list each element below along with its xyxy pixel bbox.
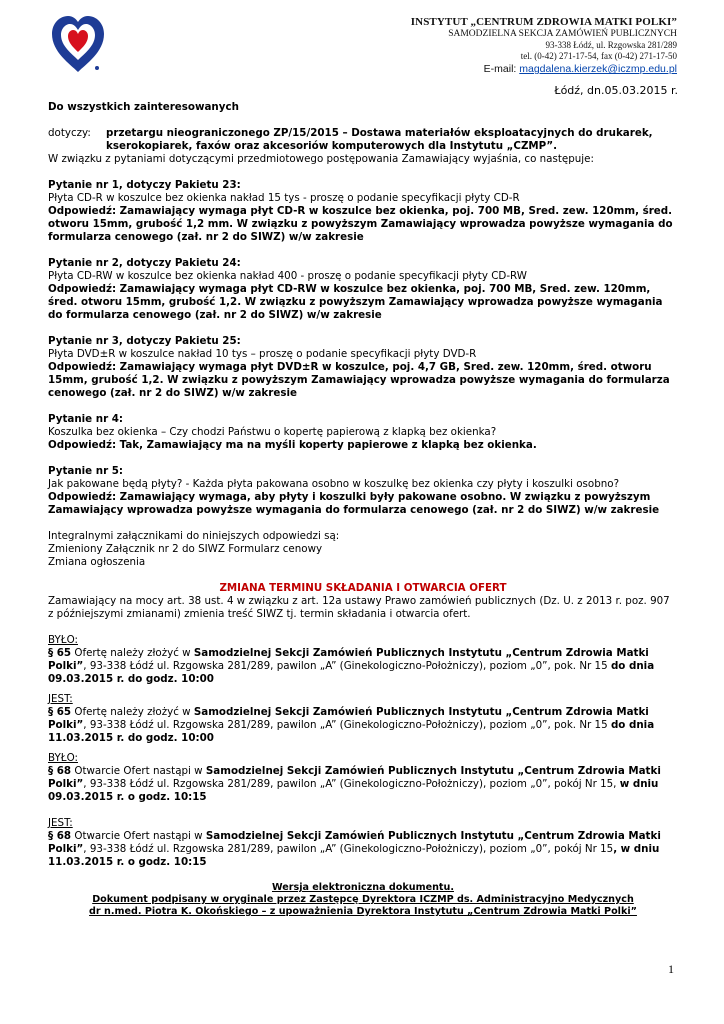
- question-block: [48, 179, 678, 244]
- footer-line: Dokument podpisany w oryginale przez Zastępcę Dyrektora ICZMP ds. Administracyjno Medycznych: [92, 894, 634, 905]
- question-title: Pytanie nr 2, dotyczy Pakietu 24:: [48, 257, 241, 269]
- question-block: [48, 257, 678, 322]
- attachments-intro: Integralnymi załącznikami do niniejszych odpowiedzi są:: [48, 530, 340, 542]
- addressee: Do wszystkich zainteresowanych: [48, 101, 239, 113]
- email-link[interactable]: magdalena.kierzek@iczmp.edu.pl: [519, 63, 677, 75]
- question-title: Pytanie nr 1, dotyczy Pakietu 23:: [48, 179, 241, 191]
- answer-text: Odpowiedź: Zamawiający wymaga, aby płyty i koszulki były pakowane osobno. W związku z powyższym Zamawiający wprowadza powyższe wymagania do formularza cenowego (zał. nr 2 do SIWZ) w/w zakresie: [48, 491, 660, 516]
- page-number: 1: [668, 962, 674, 976]
- question-title: Pytanie nr 4:: [48, 413, 124, 425]
- change-block: [48, 693, 678, 745]
- email-line: [411, 62, 677, 76]
- answer-text: Odpowiedź: Zamawiający wymaga płyt CD-RW w koszulce bez okienka, poj. 700 MB, Sred. zew. 120mm, śred. otworu 15mm, grubość 1,2. W związku z powyższym Zamawiający wprowadza powyższe wymagania do formularza cenowego (zał. nr 2 do SIWZ) w/w zakresie: [48, 283, 663, 321]
- footer-line: dr n.med. Piotra K. Okońskiego – z upoważnienia Dyrektora Instytutu „Centrum Zdrowia Matki Polki”: [89, 906, 637, 917]
- concerning-text: przetargu nieograniczonego ZP/15/2015 – Dostawa materiałów eksploatacyjnych do drukarek, kserokopiarek, faxów oraz akcesoriów komputerowych dla Instytutu „CZMP”.: [106, 127, 653, 152]
- attachment-item: Zmieniony Załącznik nr 2 do SIWZ Formularz cenowy: [48, 543, 323, 555]
- deadline: , w dniu 11.03.2015 r. o godz. 10:15: [48, 843, 660, 868]
- answer-text: Odpowiedź: Zamawiający wymaga płyt CD-R w koszulce bez okienka, poj. 700 MB, Sred. zew. 120mm, śred. otworu 15mm, grubość 1,2 mm. W związku z powyższym Zamawiający wprowadza powyższe wymagania do formularza cenowego (zał. nr 2 do SIWZ) w/w zakresie: [48, 205, 673, 243]
- attachments-list: [48, 530, 678, 569]
- paragraph-number: § 65: [48, 647, 72, 659]
- footer-line: Wersja elektroniczna dokumentu.: [272, 882, 454, 893]
- question-block: [48, 465, 678, 517]
- change-text: § 68 Otwarcie Ofert nastąpi w Samodzielnej Sekcji Zamówień Publicznych Instytutu „Centrum Zdrowia Matki Polki”, 93-338 Łódź ul. Rzgowska 281/289, pawilon „A” (Ginekologiczno-Położniczy), poziom „0”, pokój Nr 15, w dniu 09.03.2015 r. o godz. 10:15: [48, 765, 661, 803]
- change-title: ZMIANA TERMINU SKŁADANIA I OTWARCIA OFERT: [219, 582, 507, 594]
- change-block: [48, 634, 678, 686]
- question-title: Pytanie nr 3, dotyczy Pakietu 25:: [48, 335, 241, 347]
- deadline: w dniu 09.03.2015 r. o godz. 10:15: [48, 778, 659, 803]
- organization-name: Samodzielnej Sekcji Zamówień Publicznych Instytutu „Centrum Zdrowia Matki Polki”: [48, 706, 649, 731]
- organization-name: Samodzielnej Sekcji Zamówień Publicznych Instytutu „Centrum Zdrowia Matki Polki”: [48, 765, 661, 790]
- question-block: [48, 413, 678, 452]
- change-text: § 65 Ofertę należy złożyć w Samodzielnej Sekcji Zamówień Publicznych Instytutu „Centrum Zdrowia Matki Polki”, 93-338 Łódź ul. Rzgowska 281/289, pawilon „A” (Ginekologiczno-Położniczy), poziom „0”, pok. Nr 15 do dnia 11.03.2015 r. do godz. 10:00: [48, 706, 655, 744]
- paragraph-number: § 65: [48, 706, 72, 718]
- question-title: Pytanie nr 5:: [48, 465, 124, 477]
- answer-text: Odpowiedź: Zamawiający wymaga płyt DVD±R w koszulce, poj. 4,7 GB, Sred. zew. 120mm, śred. otworu 15mm, grubość 1,2. W związku z powyższym Zamawiający wprowadza powyższe wymagania do formularza cenowego (zał. nr 2 do SIWZ) w/w zakresie: [48, 361, 670, 399]
- organization-name: Samodzielnej Sekcji Zamówień Publicznych Instytutu „Centrum Zdrowia Matki Polki”: [48, 830, 661, 855]
- change-label: BYŁO:: [48, 752, 78, 764]
- change-label: JEST:: [48, 817, 73, 829]
- organization-name: Samodzielnej Sekcji Zamówień Publicznych Instytutu „Centrum Zdrowia Matki Polki”: [48, 647, 649, 672]
- letterhead: [411, 15, 677, 76]
- change-text: § 68 Otwarcie Ofert nastąpi w Samodzielnej Sekcji Zamówień Publicznych Instytutu „Centrum Zdrowia Matki Polki”, 93-338 Łódź ul. Rzgowska 281/289, pawilon „A” (Ginekologiczno-Położniczy), poziom „0”, pokój Nr 15, w dniu 11.03.2015 r. o godz. 10:15: [48, 830, 661, 868]
- change-label: JEST:: [48, 693, 73, 705]
- section-name: SAMODZIELNA SEKCJA ZAMÓWIEŃ PUBLICZNYCH: [448, 29, 677, 39]
- change-label: BYŁO:: [48, 634, 78, 646]
- deadline: do dnia 11.03.2015 r. do godz. 10:00: [48, 719, 655, 744]
- place-date: Łódź, dn.05.03.2015 r.: [554, 84, 678, 97]
- question-text: Jak pakowane będą płyty? - Każda płyta pakowana osobno w koszulkę bez okienka czy płyty i koszulki osobno?: [48, 478, 620, 490]
- paragraph-number: § 68: [48, 765, 72, 777]
- deadline: do dnia 09.03.2015 r. do godz. 10:00: [48, 660, 655, 685]
- email-label: E-mail:: [483, 63, 517, 75]
- change-intro: Zamawiający na mocy art. 38 ust. 4 w związku z art. 12a ustawy Prawo zamówień publicznych (Dz. U. z 2013 r. poz. 907 z późniejszymi zmianami) zmienia treść SIWZ tj. termin składania i otwarcia ofert.: [48, 595, 670, 620]
- question-block: [48, 335, 678, 400]
- signature-footer: [48, 882, 678, 918]
- concerning-label: dotyczy:: [48, 127, 91, 139]
- concerning-row: [48, 127, 678, 153]
- question-text: Koszulka bez okienka – Czy chodzi Państwu o kopertę papierową z klapką bez okienka?: [48, 426, 497, 438]
- attachment-item: Zmiana ogłoszenia: [48, 556, 146, 568]
- institute-logo-icon: [50, 14, 106, 74]
- question-text: Płyta CD-R w koszulce bez okienka nakład 15 tys - proszę o podanie specyfikacji płyty CD-R: [48, 192, 520, 204]
- change-block: [48, 817, 678, 869]
- institute-phone: tel. (0-42) 271-17-54, fax (0-42) 271-17-50: [520, 51, 677, 61]
- intro-text: W związku z pytaniami dotyczącymi przedmiotowego postępowania Zamawiający wyjaśnia, co następuje:: [48, 153, 594, 165]
- change-block: [48, 752, 678, 804]
- letter-body: [48, 84, 678, 918]
- paragraph-number: § 68: [48, 830, 72, 842]
- institute-address: 93-338 Łódź, ul. Rzgowska 281/289: [545, 40, 677, 50]
- question-text: Płyta DVD±R w koszulce nakład 10 tys – proszę o podanie specyfikacji płyty DVD-R: [48, 348, 477, 360]
- question-text: Płyta CD-RW w koszulce bez okienka nakład 400 - proszę o podanie specyfikacji płyty CD-RW: [48, 270, 527, 282]
- institute-name: INSTYTUT „CENTRUM ZDROWIA MATKI POLKI”: [410, 16, 677, 28]
- answer-text: Odpowiedź: Tak, Zamawiający ma na myśli koperty papierowe z klapką bez okienka.: [48, 439, 537, 451]
- change-text: § 65 Ofertę należy złożyć w Samodzielnej Sekcji Zamówień Publicznych Instytutu „Centrum Zdrowia Matki Polki”, 93-338 Łódź ul. Rzgowska 281/289, pawilon „A” (Ginekologiczno-Położniczy), poziom „0”, pok. Nr 15 do dnia 09.03.2015 r. do godz. 10:00: [48, 647, 655, 685]
